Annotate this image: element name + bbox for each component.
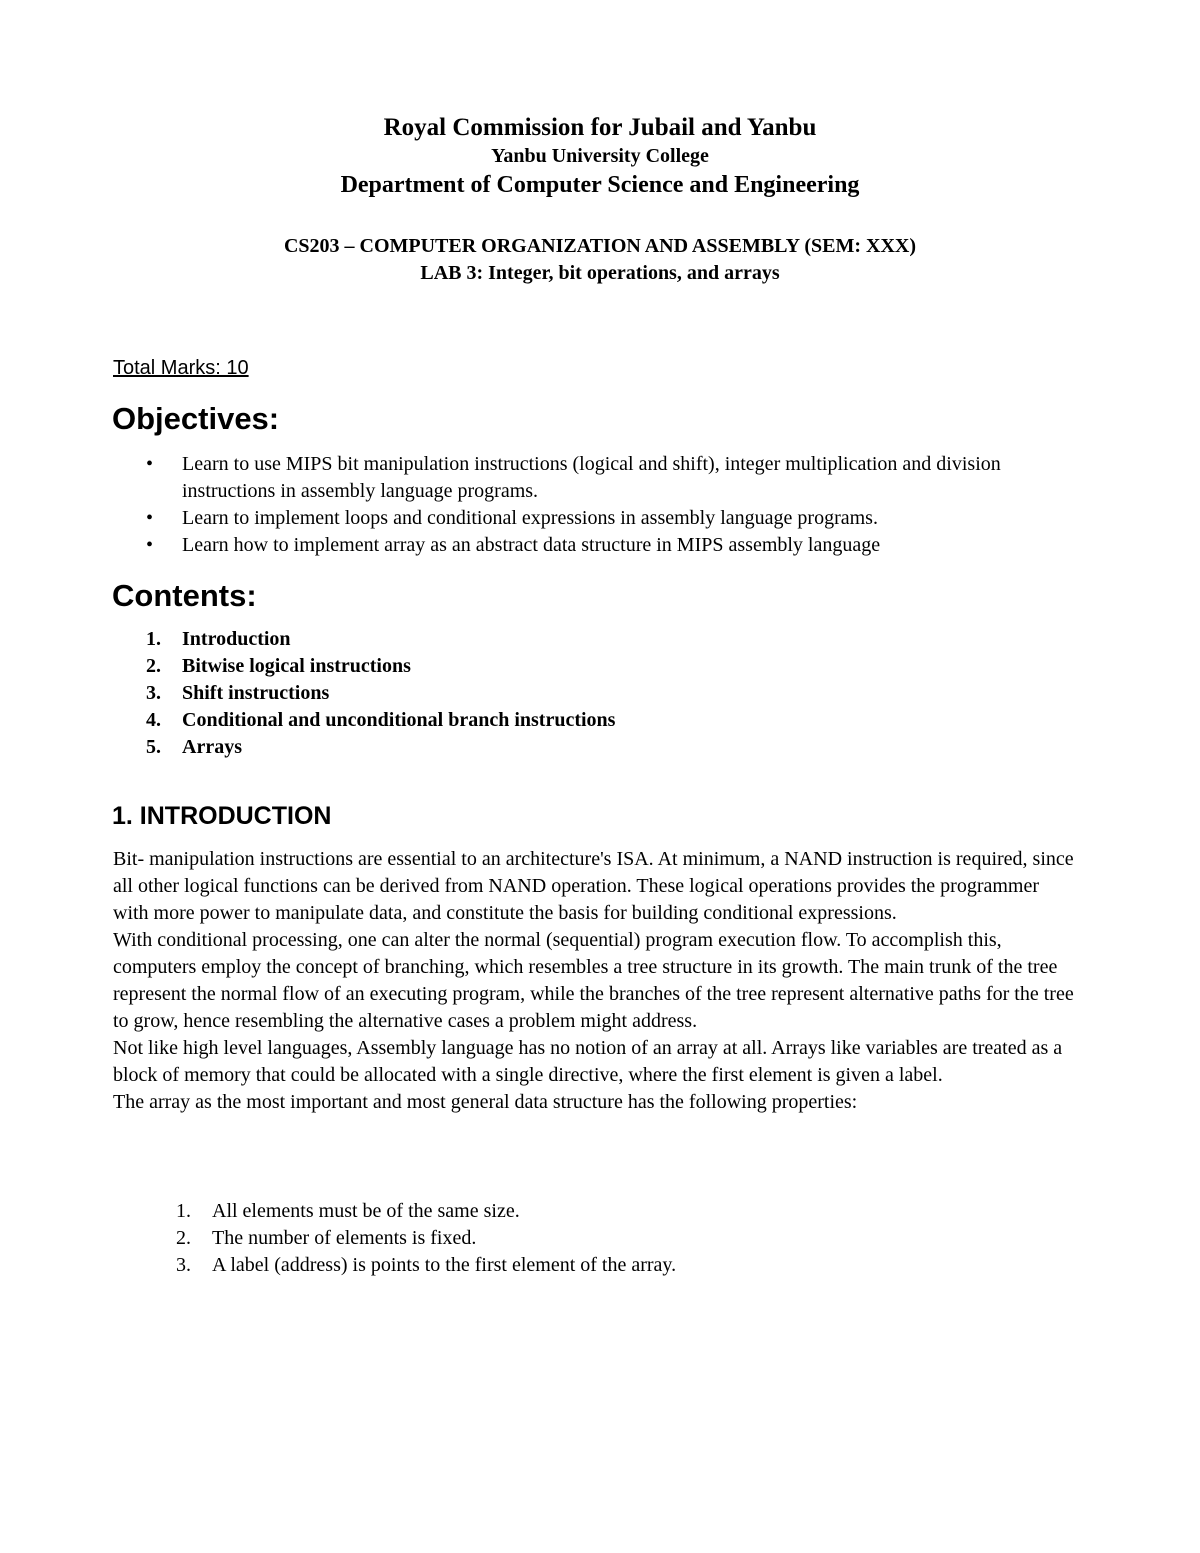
objective-text: Learn how to implement array as an abstract data structure in MIPS assembly language	[182, 534, 881, 556]
list-item	[146, 505, 1096, 532]
header-line-3: Department of Computer Science and Engineering	[340, 172, 860, 198]
contents-item-label: Introduction	[182, 628, 291, 650]
list-item	[146, 734, 615, 761]
paragraph: Not like high level languages, Assembly language has no notion of an array at all. Arrays like variables are treated as a block of memory that could be allocated with a single directive, where the first element is given a label.	[113, 1037, 1063, 1086]
bullet: •	[146, 534, 154, 556]
objective-text: Learn to use MIPS bit manipulation instructions (logical and shift), integer multiplication and division instructions in assembly language programs.	[182, 453, 1001, 502]
list-item	[176, 1198, 676, 1225]
objective-text: Learn to implement loops and conditional expressions in assembly language programs.	[182, 507, 878, 529]
bullet: •	[146, 453, 154, 475]
paragraph: Bit- manipulation instructions are essential to an architecture's ISA. At minimum, a NAND instruction is required, since all other logical functions can be derived from NAND operation. These logical operations provides the programmer with more power to manipulate data, and constitute the basis for building conditional expressions.	[113, 848, 1074, 924]
contents-item-label: Arrays	[182, 736, 242, 758]
list-item	[146, 680, 615, 707]
header-line-1: Royal Commission for Jubail and Yanbu	[383, 114, 817, 141]
item-number: 3.	[146, 682, 161, 704]
contents-heading: Contents:	[112, 578, 257, 613]
item-number: 5.	[146, 736, 161, 758]
header-line-2: Yanbu University College	[491, 145, 709, 167]
objectives-list	[146, 451, 1096, 559]
list-item	[176, 1252, 676, 1279]
list-item	[146, 532, 1096, 559]
array-properties-list	[176, 1198, 676, 1279]
course-title: CS203 – COMPUTER ORGANIZATION AND ASSEMBLY (SEM: XXX)	[283, 235, 917, 257]
item-number: 1.	[176, 1200, 191, 1222]
list-item	[146, 451, 1096, 505]
contents-item-label: Shift instructions	[182, 682, 330, 704]
introduction-body	[113, 846, 1078, 1116]
item-number: 4.	[146, 709, 161, 731]
item-number: 2.	[146, 655, 161, 677]
item-number: 2.	[176, 1227, 191, 1249]
total-marks: Total Marks: 10	[113, 357, 249, 379]
document-header	[0, 112, 1200, 287]
bullet: •	[146, 507, 154, 529]
item-number: 1.	[146, 628, 161, 650]
property-text: The number of elements is fixed.	[212, 1227, 477, 1249]
list-item	[176, 1225, 676, 1252]
item-number: 3.	[176, 1254, 191, 1276]
objectives-heading: Objectives:	[112, 401, 280, 436]
contents-item-label: Bitwise logical instructions	[182, 655, 411, 677]
contents-list	[146, 626, 615, 761]
lab-title: LAB 3: Integer, bit operations, and arrays	[420, 262, 780, 284]
list-item	[146, 626, 615, 653]
introduction-heading: 1. INTRODUCTION	[112, 802, 332, 830]
paragraph: With conditional processing, one can alter the normal (sequential) program execution flow. To accomplish this, computers employ the concept of branching, which resembles a tree structure in its growth. The main trunk of the tree represent the normal flow of an executing program, while the branches of the tree represent alternative paths for the tree to grow, hence resembling the alternative cases a problem might address.	[113, 929, 1074, 1032]
property-text: A label (address) is points to the first element of the array.	[212, 1254, 677, 1276]
list-item	[146, 653, 615, 680]
list-item	[146, 707, 615, 734]
paragraph: The array as the most important and most general data structure has the following properties:	[113, 1091, 858, 1113]
property-text: All elements must be of the same size.	[212, 1200, 520, 1222]
contents-item-label: Conditional and unconditional branch instructions	[182, 709, 616, 731]
